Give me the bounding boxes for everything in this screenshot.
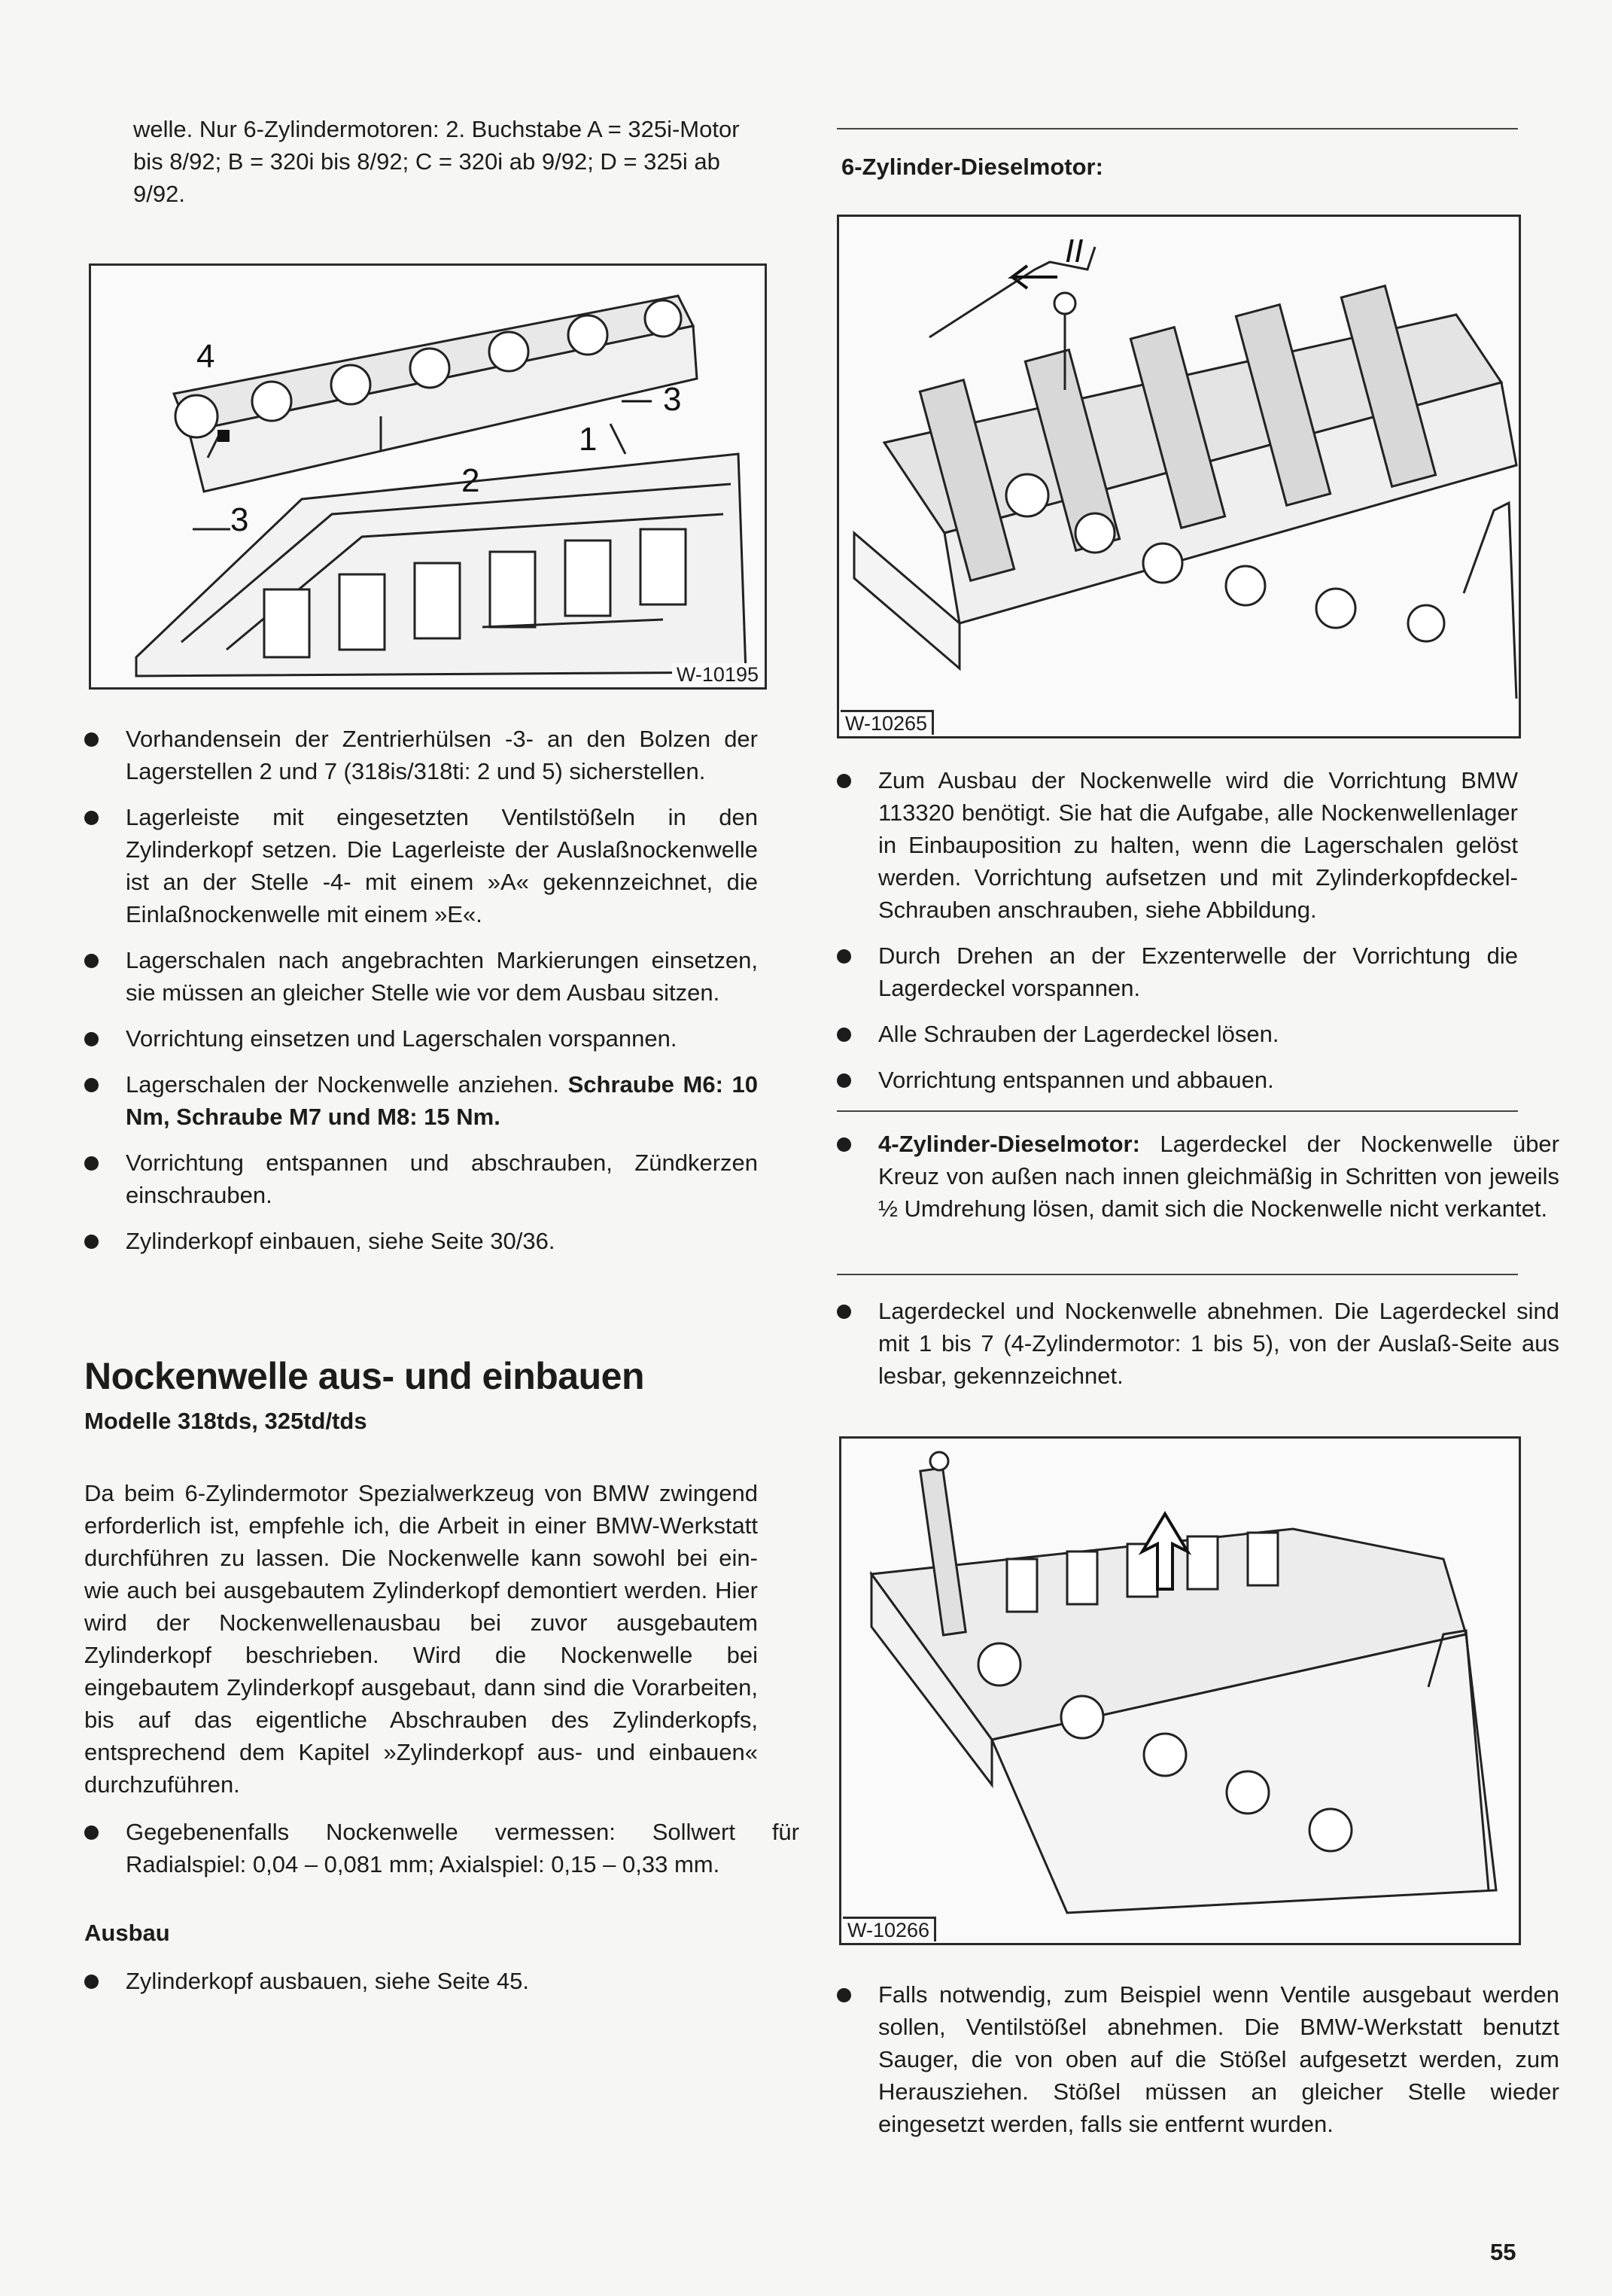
bullet-centering-sleeves: Vorhandensein der Zentrierhülsen -3- an den Bolzen der Lagerstellen 2 und 7 (318is/318ti: 2 und 5) sicherstellen. [84,723,758,787]
bullet-bearing-strip: Lagerleiste mit eingesetzten Ventilstößeln in den Zylinderkopf setzen. Die Lagerleiste der Auslaßnockenwelle ist an der Stelle -4- mit einem »A« gekennzeichnet, die Einlaßnockenwelle mit einem »E«. [84,801,758,930]
bullet-tappets: Falls notwendig, zum Beispiel wenn Ventile ausgebaut werden sollen, Ventilstößel abnehmen. Die BMW-Werkstatt benutzt Sauger, die von oben auf die Stößel aufgesetzt werden, zum Herausziehen. Stößel müssen an gleicher Stelle wieder eingesetzt werden, falls sie entfernt wurden. [837,1978,1559,2140]
bullet-eccentric-shaft: Durch Drehen an der Exzenterwelle der Vorrichtung die Lagerdeckel vorspannen. [837,939,1518,1004]
bullet-diesel4 [837,1128,1559,1225]
figure-label-w10195: W-10195 [672,663,763,686]
top-rule-right [837,128,1518,129]
figure-cylinder-head [839,1436,1521,1945]
torque-values: Schraube M6: 10 Nm, Schraube M7 und M8: 15 Nm. [126,1071,759,1130]
callout-4: 4 [196,338,215,375]
fixture-arrow-label: II [1065,233,1084,269]
figure-camshaft-bearing-strip [89,263,767,690]
torque-text: Lagerschalen der Nockenwelle anziehen. [126,1071,568,1098]
section-title: Nockenwelle aus- und einbauen [84,1355,644,1397]
bullet-fixture-release: Vorrichtung entspannen und abschrauben, Zündkerzen einschrauben. [84,1146,758,1211]
bullet-loosen-screws: Alle Schrauben der Lagerdeckel lösen. [837,1018,1518,1050]
intro-text: welle. Nur 6-Zylindermotoren: 2. Buchstabe A = 325i-Motor bis 8/92; B = 320i bis 8/92; C = 320i ab 9/92; D = 325i ab 9/92. [133,116,740,207]
bullet-bearing-caps: Lagerdeckel und Nockenwelle abnehmen. Die Lagerdeckel sind mit 1 bis 7 (4-Zylindermotor: 1 bis 5), von der Auslaß-Seite aus lesbar, gekennzeichnet. [837,1295,1559,1392]
page-number: 55 [1490,2239,1516,2265]
bullet-torque [84,1068,758,1133]
rule-right-2 [837,1274,1518,1275]
diesel4-label: 4-Zylinder-Dieselmotor: [878,1131,1140,1157]
figure-label-w10266: W-10266 [843,1917,936,1941]
callout-3-left: 3 [230,501,249,538]
callout-1: 1 [579,421,598,458]
callout-2: 2 [461,462,480,499]
bullets-right-a [837,764,1518,1096]
cylinder-head-illustration [841,1439,1519,1943]
section-subtitle: Modelle 318tds, 325td/tds [84,1408,367,1434]
camshaft-bearing-illustration [91,266,765,687]
bullet-remove-head: Zylinderkopf ausbauen, siehe Seite 45. [84,1965,799,1997]
figure-bmw-fixture [837,215,1521,738]
diesel4-text: Lagerdeckel der Nockenwelle über Kreuz von außen nach innen gleichmäßig in Schritten von jeweils ½ Umdrehung lösen, damit sich die Nockenwelle nicht verkantet. [878,1131,1559,1222]
bullets-left-a [84,723,758,1257]
callout-3-right: 3 [663,381,682,418]
ausbau-heading: Ausbau [84,1920,170,1946]
bullet-install-head: Zylinderkopf einbauen, siehe Seite 30/36. [84,1225,758,1257]
figure-label-w10265: W-10265 [841,710,934,735]
section-paragraph: Da beim 6-Zylindermotor Spezialwerkzeug von BMW zwingend erforderlich ist, empfehle ich, die Arbeit in einer BMW-Werkstatt durchführen zu lassen. Die Nockenwelle kann sowohl bei ein- wie auch bei ausgebautem Zylinderkopf demontiert werden. Hier wird der Nockenwellenausbau bei zuvor ausgebautem Zylinderkopf beschrieben. Wird die Nockenwelle bei eingebautem Zylinderkopf ausgebaut, dann sind die Vorarbeiten, bis auf das eigentliche Abschrauben des Zylinderkopfs, entsprechend dem Kapitel »Zylinderkopf aus- und einbauen« durchzuführen. [84,1480,758,1798]
bullet-remove-fixture: Vorrichtung entspannen und abbauen. [837,1064,1518,1096]
diesel6-heading: 6-Zylinder-Dieselmotor: [841,154,1103,180]
bullet-measure: Gegebenenfalls Nockenwelle vermessen: Sollwert für Radialspiel: 0,04 – 0,081 mm; Axialspiel: 0,15 – 0,33 mm. [84,1816,799,1880]
fixture-illustration [839,217,1519,736]
bullet-fixture-bmw: Zum Ausbau der Nockenwelle wird die Vorrichtung BMW 113320 benötigt. Sie hat die Aufgabe, alle Nockenwellenlager in Einbauposition zu halten, wenn die Lagerschalen gelöst werden. Vorrichtung aufsetzen und mit Zylinderkopfdeckel-Schrauben anschrauben, siehe Abbildung. [837,764,1518,926]
bullet-bearing-shells: Lagerschalen nach angebrachten Markierungen einsetzen, sie müssen an gleicher Stelle wie vor dem Ausbau sitzen. [84,944,758,1009]
rule-right-1 [837,1110,1518,1112]
bullet-fixture-insert: Vorrichtung einsetzen und Lagerschalen vorspannen. [84,1022,758,1055]
